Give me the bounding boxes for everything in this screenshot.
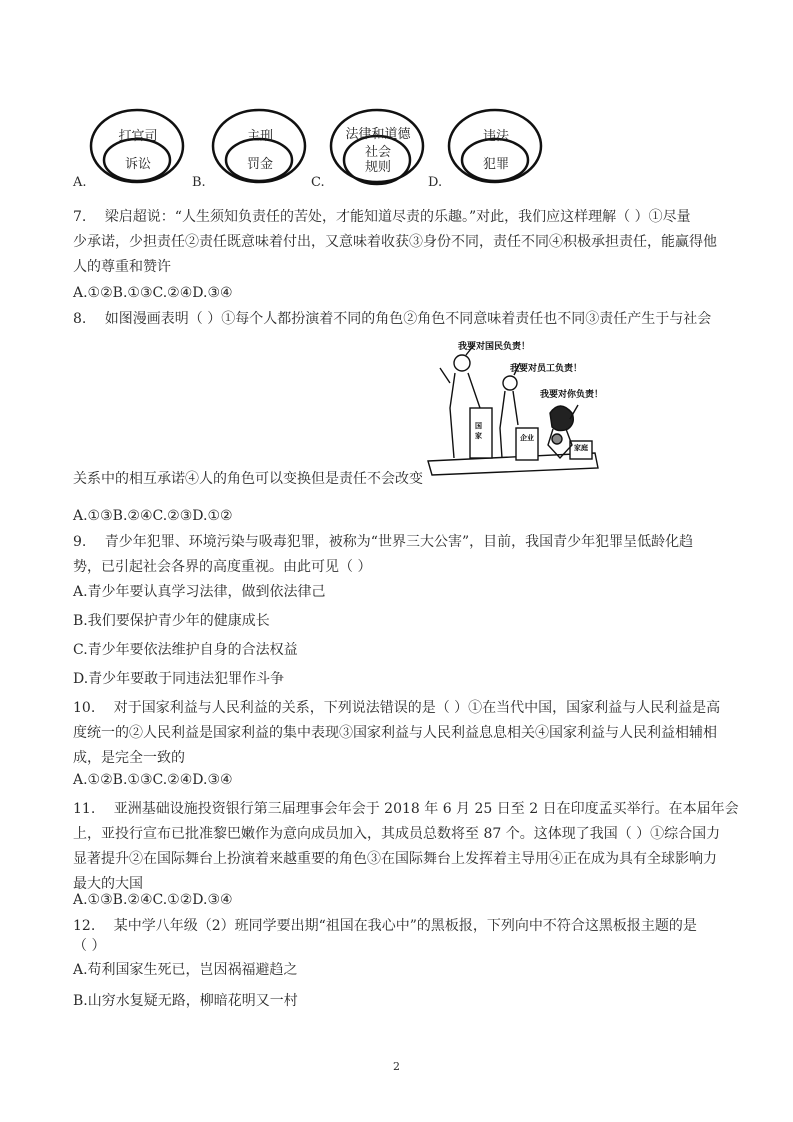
nested-ellipses-icon <box>88 108 188 188</box>
page-number: 2 <box>393 1060 400 1073</box>
question-9-option: A.青少年要认真学习法律，做到依法律己 <box>73 584 326 600</box>
sign-text: 企业 <box>520 434 534 442</box>
question-10-text: 成，是完全一致的 <box>73 750 185 766</box>
question-12-text: 12. 某中学八年级（2）班同学要出期“祖国在我心中”的黑板报，下列向中不符合这黑板报主题的是 <box>73 918 697 934</box>
question-7-text: 7. 梁启超说：“人生须知负责任的苦处，才能知道尽责的乐趣。”对此，我们应这样理解（ ）①尽量 <box>73 209 691 225</box>
option-label: C. <box>311 175 325 190</box>
question-7-text: 少承诺，少担责任②责任既意味着付出，又意味着收获③身份不同，责任不同④积极承担责任，能赢得他 <box>73 234 717 250</box>
inner-label: 规则 <box>364 160 391 175</box>
question-12-option: A.苟利国家生死已，岂因祸福避趋之 <box>73 962 298 978</box>
question-10-answer-options: A.①②B.①③C.②④D.③④ <box>73 772 233 788</box>
outer-label: 违法 <box>482 129 509 144</box>
question-12-option: B.山穷水复疑无路，柳暗花明又一村 <box>73 993 298 1009</box>
sign-text: 家庭 <box>574 444 588 452</box>
option-label: A. <box>73 175 87 190</box>
question-10-text: 度统一的②人民利益是国家利益的集中表现③国家利益与人民利益息息相关④国家利益与人民利益相辅相 <box>73 725 717 741</box>
question-7-text: 人的尊重和赞许 <box>73 259 171 275</box>
option-label: B. <box>192 175 206 190</box>
outer-label: 主刑 <box>246 129 273 144</box>
diagram-option-c <box>328 108 428 188</box>
question-11-text: 最大的大国 <box>73 876 143 892</box>
nested-ellipses-icon <box>446 108 546 188</box>
question-10-text: 10. 对于国家利益与人民利益的关系，下列说法错误的是（ ）①在当代中国，国家利益与人民利益是高 <box>73 700 721 716</box>
cartoon-illustration-icon <box>410 333 610 478</box>
question-8-text: 8. 如图漫画表明（ ）①每个人都扮演着不同的角色②角色不同意味着责任也不同③责任产生于与社会 <box>73 311 712 327</box>
speech-text: 我要对员工负责！ <box>510 364 583 374</box>
inner-label: 犯罪 <box>482 157 509 172</box>
question-9-option: B.我们要保护青少年的健康成长 <box>73 613 270 629</box>
inner-label: 社会 <box>364 145 391 160</box>
outer-label: 打官司 <box>118 129 158 144</box>
question-7-answer-options: A.①②B.①③C.②④D.③④ <box>73 285 233 301</box>
question-9-option: D.青少年要敢于同违法犯罪作斗争 <box>73 671 285 687</box>
speech-text: 我要对国民负责！ <box>458 342 531 352</box>
question-11-answer-options: A.①③B.②④C.①②D.③④ <box>73 892 233 908</box>
question-8-text: 关系中的相互承诺④人的角色可以变换但是责任不会改变 <box>73 471 423 487</box>
speech-text: 我要对你负责！ <box>540 390 604 400</box>
sign-text: 国家 <box>475 422 482 440</box>
diagram-option-d <box>446 108 546 188</box>
question-8-answer-options: A.①③B.②④C.②③D.①② <box>73 508 233 524</box>
question-9-text: 势，已引起社会各界的高度重视。由此可见（ ） <box>73 559 372 575</box>
question-11-text: 上，亚投行宣布已批准黎巴嫩作为意向成员加入，其成员总数将至 87 个。这体现了我国（ ）①综合国力 <box>73 826 721 842</box>
question-11-text: 11. 亚洲基础设施投资银行第三届理事会年会于 2018 年 6 月 25 日至 2 日在印度孟买举行。在本届年会 <box>73 801 739 817</box>
option-label: D. <box>428 175 443 190</box>
inner-label: 罚金 <box>246 157 273 172</box>
diagram-option-a <box>88 108 188 188</box>
outer-label: 法律和道德 <box>345 127 411 142</box>
question-9-option: C.青少年要依法维护自身的合法权益 <box>73 642 298 658</box>
inner-label: 诉讼 <box>124 157 151 172</box>
question-12-text: （ ） <box>73 938 106 954</box>
responsibility-cartoon <box>410 333 610 478</box>
diagram-option-b <box>210 108 310 188</box>
question-9-text: 9. 青少年犯罪、环境污染与吸毒犯罪，被称为“世界三大公害”，目前，我国青少年犯罪呈低龄化趋 <box>73 534 694 550</box>
question-11-text: 显著提升②在国际舞台上扮演着来越重要的角色③在国际舞台上发挥着主导用④正在成为具有全球影响力 <box>73 851 717 867</box>
nested-ellipses-icon <box>210 108 310 188</box>
